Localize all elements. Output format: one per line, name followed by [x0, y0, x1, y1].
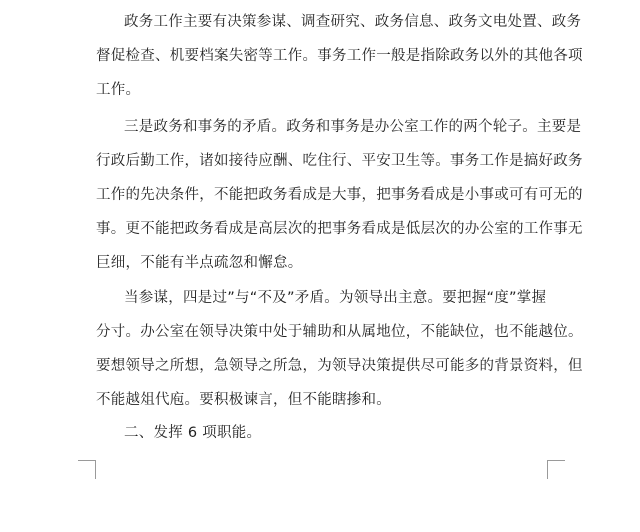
paragraph-2-line-5: 巨细，不能有半点疏忽和懈怠。: [96, 255, 303, 271]
paragraph-3-line-1: 当参谋，四是过”与“不及”矛盾。为领导出主意。要把握“度”掌握: [124, 290, 547, 306]
paragraph-1-line-2: 督促检查、机要档案失密等工作。事务工作一般是指除政务以外的其他各项: [96, 48, 583, 64]
paragraph-2-line-2: 行政后勤工作，诸如接待应酬、吃住行、平安卫生等。事务工作是搞好政务: [96, 153, 583, 169]
paragraph-3-line-3: 要想领导之所想，急领导之所急，为领导决策提供尽可能多的背景资料，但: [96, 358, 583, 374]
paragraph-2-line-4: 事。更不能把政务看成是高层次的把事务看成是低层次的办公室的工作事无: [96, 221, 583, 237]
page-margin-corner-left: [78, 460, 96, 479]
paragraph-3-line-2: 分寸。办公室在领导决策中处于辅助和从属地位，不能缺位，也不能越位。: [96, 324, 583, 340]
paragraph-2-line-1: 三是政务和事务的矛盾。政务和事务是办公室工作的两个轮子。主要是: [124, 119, 582, 135]
paragraph-1-line-1: 政务工作主要有决策参谋、调查研究、政务信息、政务文电处置、政务: [124, 14, 582, 30]
section-heading: 二、发挥 6 项职能。: [124, 425, 262, 441]
paragraph-3-line-4: 不能越俎代庖。要积极谏言，但不能瞎掺和。: [96, 392, 391, 408]
paragraph-1-line-3: 工作。: [96, 82, 141, 98]
paragraph-2-line-3: 工作的先决条件，不能把政务看成是大事，把事务看成是小事或可有可无的: [96, 187, 583, 203]
page-margin-corner-right: [547, 460, 565, 479]
